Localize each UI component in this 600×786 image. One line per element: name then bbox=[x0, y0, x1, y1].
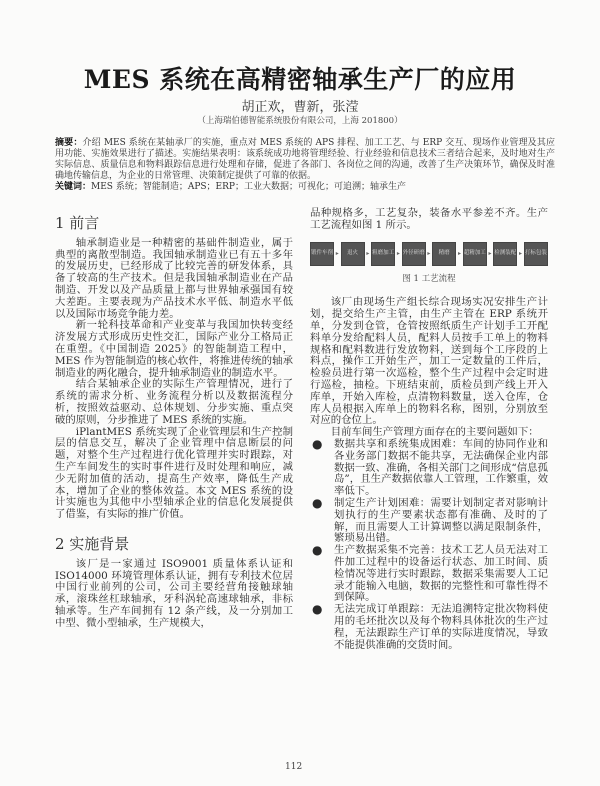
bullet-icon: ● bbox=[312, 495, 323, 510]
process-step: 打标包装 bbox=[524, 242, 548, 266]
arrow-icon: ▸ bbox=[427, 249, 431, 257]
process-step: 外径研磨 bbox=[402, 242, 426, 266]
problem-list bbox=[310, 436, 548, 651]
authors: 胡正欢，曹新，张滢 bbox=[241, 100, 359, 115]
list-item-text: 数据共享和系统集成困难：车间的协同作业和各业务部门数据不能共享，无法确保企业内部数据一致、准确，各相关部门之间形成“信息孤岛”，且生产数据依靠人工管理，工作繁重，效率低下。 bbox=[334, 437, 548, 498]
arrow-icon: ▸ bbox=[366, 249, 370, 257]
paragraph: 该厂是一家通过 ISO9001 质量体系认证和 ISO14000 环境管理体系认证，拥有专利技术位居中国行业前列的公司，公司主要经营角接触球轴承，滚珠丝杠球轴承，牙科涡轮高速球轴承，非标轴承等。生产车间拥有 12 条产线，及一分别加工中型、微小型轴承，生产规模大， bbox=[55, 557, 293, 629]
process-step: 粗磨加工 bbox=[371, 242, 395, 266]
keywords-text: MES 系统；智能制造；APS；ERP；工业大数据；可视化；可追溯；轴承生产 bbox=[91, 182, 406, 192]
paragraph: 结合某轴承企业的实际生产管理情况，进行了系统的需求分析、业务流程分析以及数据流程分析，按照效益驱动、总体规划、分步实施、重点突破的原则，分步推进了 MES 系统的实施。 bbox=[55, 378, 293, 426]
paragraph: 轴承制造业是一种精密的基础件制造业，属于典型的离散型制造。我国轴承制造业已有五十多年的发展历史，已经形成了比较完善的研发体系，具备了较高的生产技术。但是我国轴承制造业在产品制造、开发以及产品质量上都与世界轴承强国有较大差距。主要表现为产品技术水平低、制造水平低以及国际市场竞争能力差。 bbox=[55, 236, 293, 320]
process-step: 锻件车削 bbox=[310, 242, 334, 266]
affiliation: （上海瑞伯德智能系统股份有限公司，上海 201800） bbox=[197, 116, 403, 126]
paragraph: 新一轮科技革命和产业变革与我国加快转变经济发展方式形成历史性交汇，国际产业分工格局正在重塑。《中国制造 2025》的智能制造工程中，MES 作为智能制造的核心软件，将推进传统的轴承制造业的两化融合，提升轴承制造业的制造水平。 bbox=[55, 319, 293, 379]
section-heading-2: 2 实施背景 bbox=[55, 534, 130, 553]
section-heading-1: 1 前言 bbox=[55, 214, 100, 232]
process-step: 超精加工 bbox=[463, 242, 487, 266]
arrow-icon: ▸ bbox=[396, 249, 400, 257]
keywords-label: 关键词： bbox=[55, 182, 92, 192]
process-step: 检测装配 bbox=[493, 242, 517, 266]
arrow-icon: ▸ bbox=[457, 249, 461, 257]
page-number: 112 bbox=[285, 762, 303, 772]
process-step: 退火 bbox=[341, 242, 365, 266]
abstract-text: 介绍 MES 系统在某轴承厂的实施，重点对 MES 系统的 APS 排程、加工工艺、与 ERP 交互、现场作业管理及其应用功能、实施效果进行了描述。实施结果表明：该系统成功地将管理经验、行业经验和信息技术三者结合起来，及时地对生产实际信息、质量信息和物料跟踪信息进行处理和存储，促进了各部门、各岗位之间的沟通，改善了生产决策环节，确保及时准确地传输信息，为企业的日常管理、决策制定提供了可靠的依据。 bbox=[55, 138, 555, 181]
list-item bbox=[310, 436, 548, 498]
arrow-icon: ▸ bbox=[335, 249, 339, 257]
left-column bbox=[55, 214, 293, 630]
list-item-text: 制定生产计划困难：需要计划制定者对影响计划执行的生产要素状态都有准确、及时的了解，而且需要人工计算调整以满足限制条件，繁琐易出错。 bbox=[334, 496, 548, 545]
process-flow-figure bbox=[310, 242, 548, 266]
bullet-icon: ● bbox=[312, 543, 323, 558]
process-step: 精磨 bbox=[432, 242, 456, 266]
paragraph: iPlantMES 系统实现了企业管理层和生产控制层的信息交互，解决了企业管理中信息断层的问题，对整个生产过程进行优化管理并实时跟踪，对生产车间发生的实时事件进行及时处理和响应，减少无附加值的活动，提高生产效率，降低生产成本，增加了企业的整体效益。本文 MES 系统的设计实施也为其他中小型轴承企业的信息化发展提供了借鉴，有实际的推广价值。 bbox=[55, 425, 293, 521]
bullet-icon: ● bbox=[312, 436, 323, 451]
paragraph: 该厂由现场生产组长综合现场实况安排生产计划，提交给生产主管，由生产主管在 ERP 系统开单，分发到仓管，仓管按照纸质生产计划手工开配料单分发给配料人员，配料人员按手工单上的物料规格和配料数进行发放物料，送到每个工序段的上料点，操作工开始生产，加工一定数量的工件后，检验员进行第一次巡检，整个生产过程中会定时进行巡检，抽检。下班结束前，质检员到产线上开入库单，开始入库检，点清物料数量，送入仓库，仓库人员根据入库单上的物料名称，图别，分别放至对应的仓位上。 bbox=[310, 296, 548, 427]
paragraph: 品种规格多，工艺复杂，装备水平参差不齐。生产工艺流程如图 1 所示。 bbox=[310, 207, 548, 231]
right-column bbox=[310, 208, 548, 651]
arrow-icon: ▸ bbox=[519, 249, 523, 257]
list-item bbox=[310, 545, 548, 604]
abstract-label: 摘要： bbox=[55, 138, 83, 148]
list-item-text: 生产数据采集不完善：技术工艺人员无法对工件加工过程中的设备运行状态、加工时间、质检情况等进行实时跟踪，数据采集需要人工记录才能输入电脑，数据的完整性和可靠性得不到保障。 bbox=[334, 544, 548, 604]
paper-title: MES 系统在高精密轴承生产厂的应用 bbox=[83, 65, 517, 94]
figure-caption: 图 1 工艺流程 bbox=[402, 273, 456, 284]
list-item-text: 无法完成订单跟踪：无法追溯特定批次物料使用的毛坯批次以及每个物料具体批次的生产过程，无法跟踪生产订单的实际进度情况，导致不能提供准确的交货时间。 bbox=[334, 603, 548, 651]
abstract bbox=[55, 138, 555, 193]
paragraph: 目前车间生产管理方面存在的主要问题如下： bbox=[330, 426, 539, 439]
bullet-icon: ● bbox=[312, 602, 323, 617]
arrow-icon: ▸ bbox=[488, 249, 492, 257]
list-item bbox=[310, 495, 548, 545]
list-item bbox=[310, 604, 548, 651]
